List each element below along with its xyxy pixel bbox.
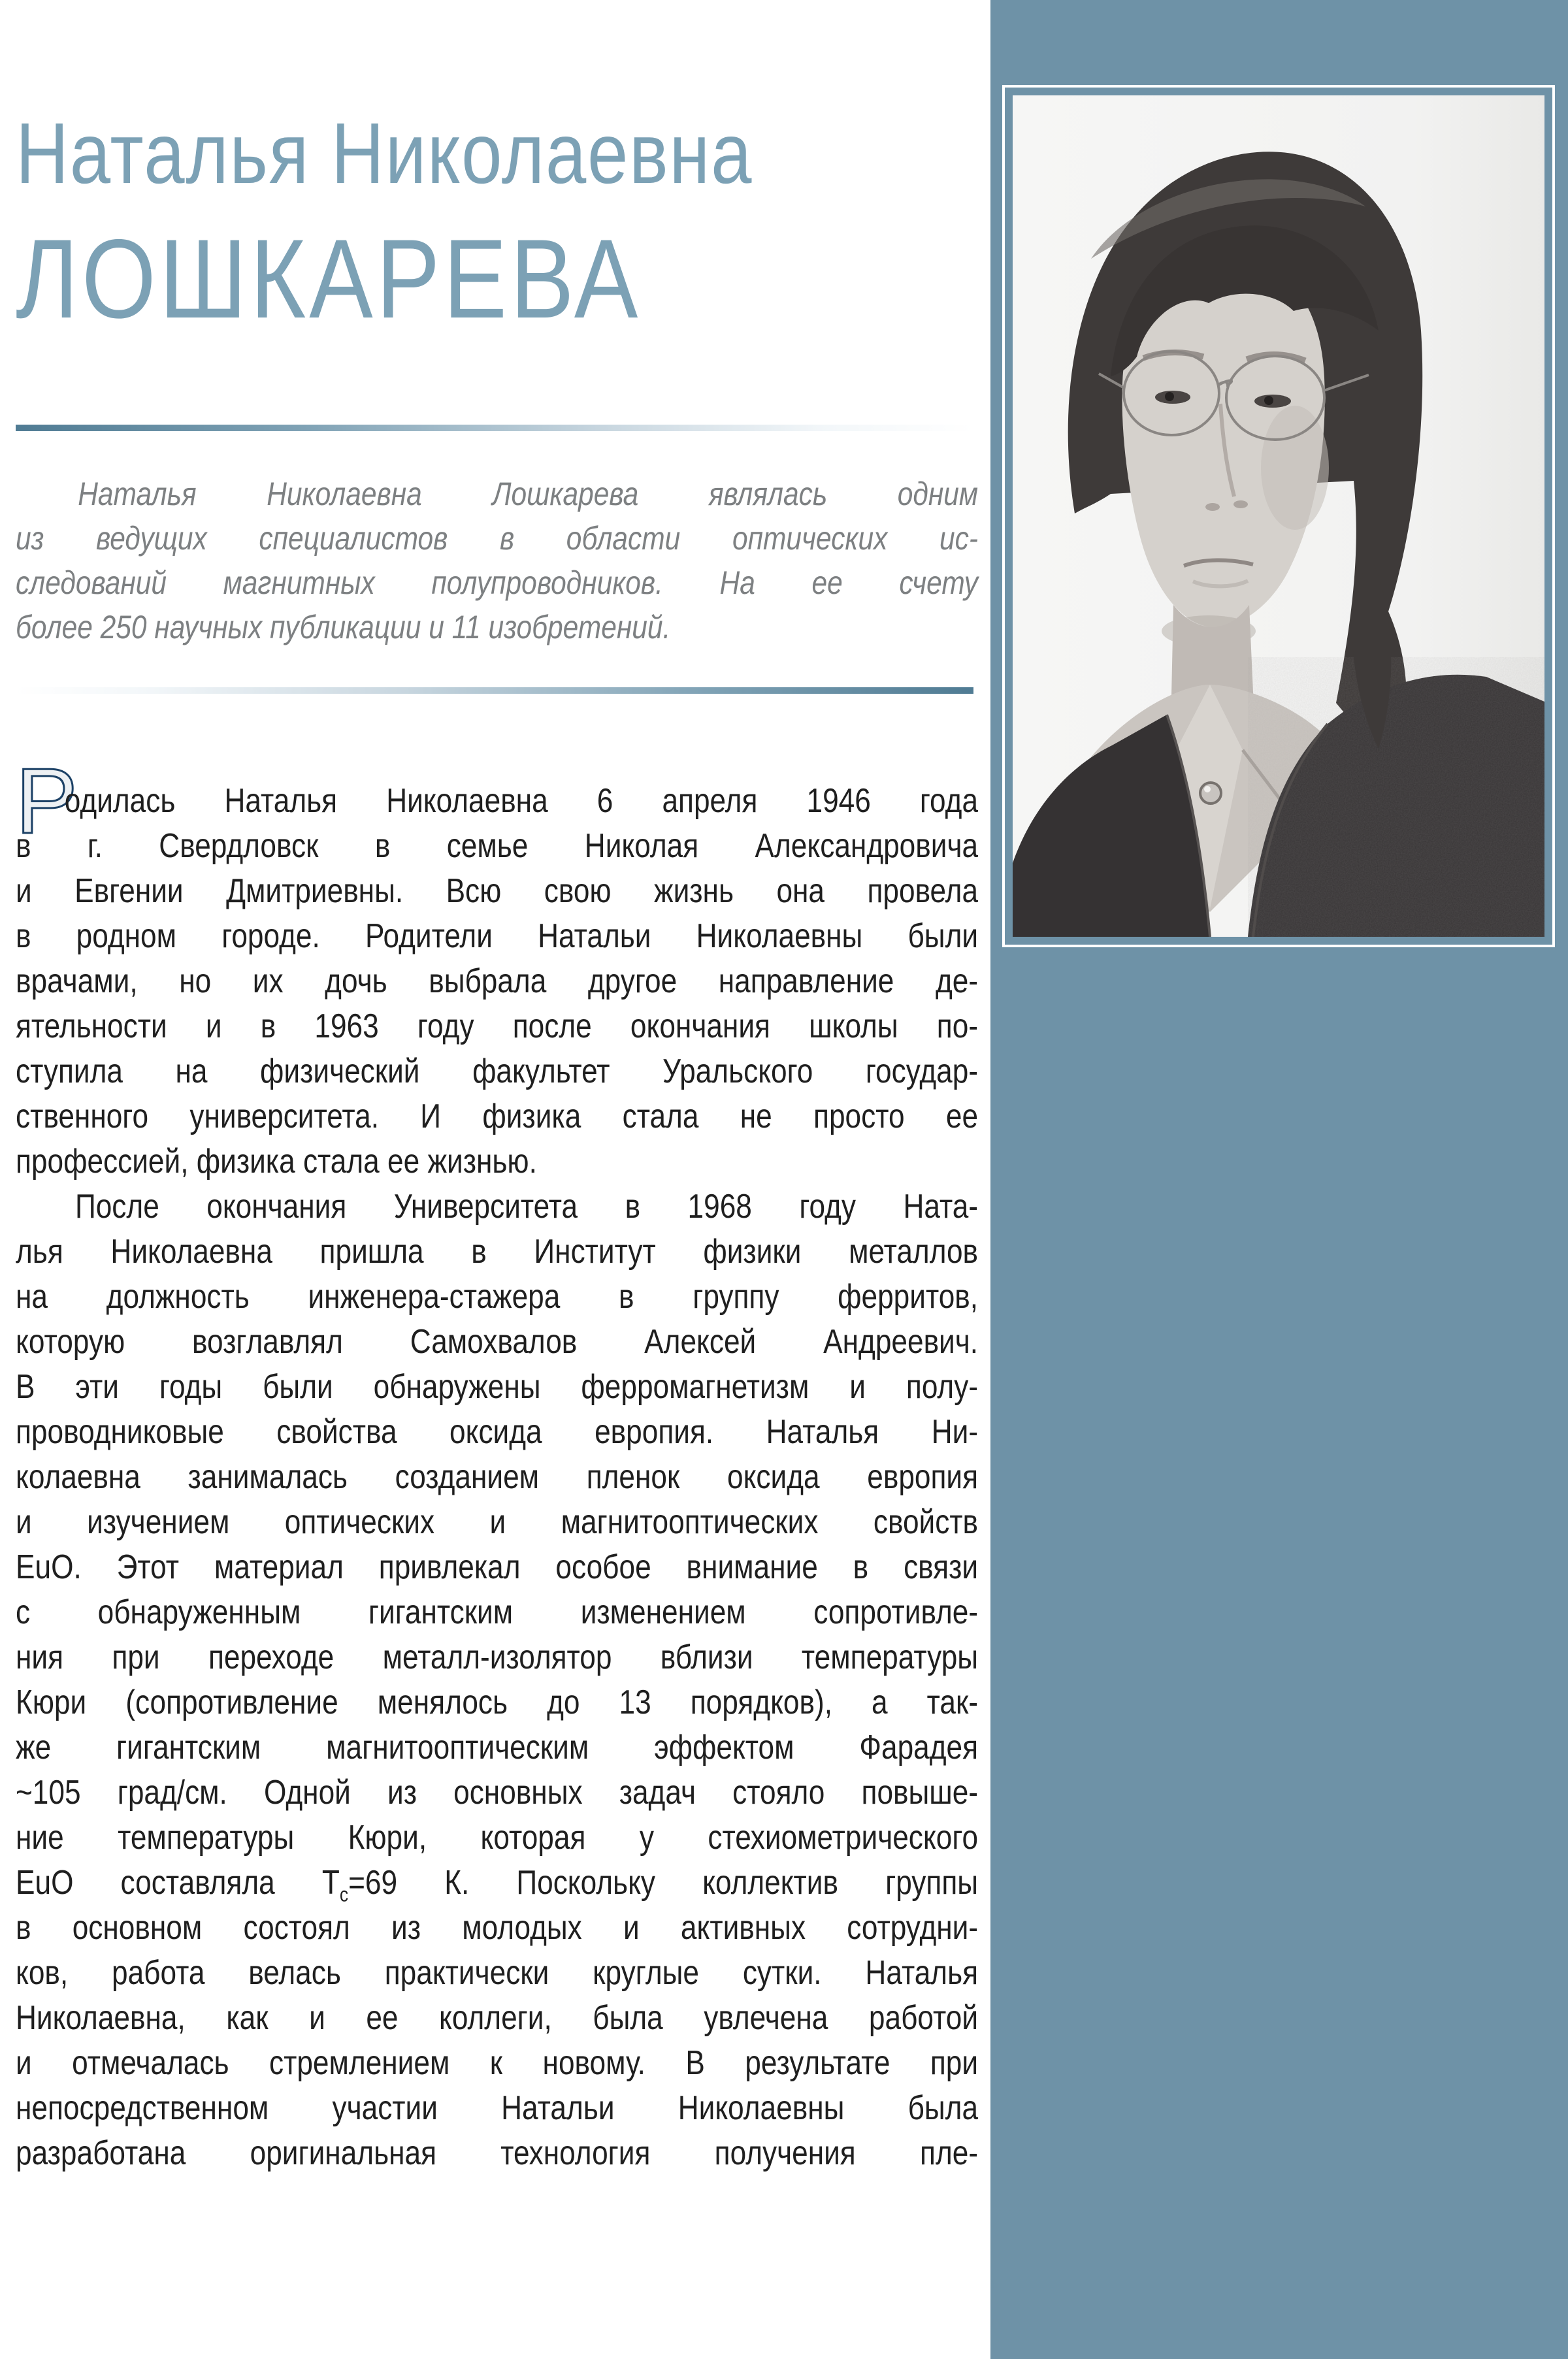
text-line: EuO. Этот материал привлекал особое внимание в связи: [16, 1548, 979, 1586]
text-line: колаевна занималась созданием пленок оксида европия: [16, 1458, 979, 1496]
text-line: лья Николаевна пришла в Институт физики металлов: [16, 1233, 979, 1271]
pupil-left: [1165, 392, 1174, 401]
text-line: ~105 град/см. Одной из основных задач стояло повыше-: [16, 1774, 979, 1812]
cheek-shading: [1261, 406, 1329, 530]
portrait-frame: [1002, 85, 1555, 947]
divider-top: [16, 425, 973, 431]
text-line: врачами, но их дочь выбрала другое направление де-: [16, 962, 979, 1000]
text-line: и отмечалась стремлением к новому. В результате при: [16, 2044, 979, 2082]
lede-block: [16, 472, 978, 649]
pupil-right: [1264, 396, 1273, 405]
text-line: непосредственном участии Натальи Николаевны была: [16, 2089, 979, 2127]
page-title-line1: Наталья Николаевна: [16, 105, 753, 201]
drop-cap: Р: [16, 749, 78, 853]
text-line: EuO составляла $Т_с=69$ К. Поскольку коллектив группы: [16, 1864, 979, 1906]
text-line: и Евгении Дмитриевны. Всю свою жизнь она провела: [16, 872, 979, 910]
jacket-texture: [1248, 657, 1544, 937]
page-title-surname: [16, 216, 978, 342]
text-line: из ведущих специалистов в области оптических ис-: [16, 520, 979, 557]
text-line: разработана оригинальная технология получения пле-: [16, 2134, 979, 2172]
text-line: ния при переходе металл-изолятор вблизи температуры: [16, 1638, 979, 1676]
portrait-photo: [1013, 95, 1544, 937]
text-line: ственного университета. И физика стала не просто ее: [16, 1098, 979, 1135]
text-line: После окончания Университета в 1968 году Ната-: [74, 1188, 979, 1226]
text-line: ние температуры Кюри, которая у стехиометрического: [16, 1819, 979, 1857]
text-line: и изучением оптических и магнитооптических свойств: [16, 1503, 979, 1541]
intro-paragraph: [16, 472, 978, 649]
text-column: [16, 0, 978, 2359]
text-line: профессией, физика стала ее жизнью.: [16, 1143, 537, 1180]
paragraph-1: [16, 779, 978, 1184]
text-line: более 250 научных публикации и 11 изобретений.: [16, 609, 671, 645]
brooch: [1200, 783, 1221, 804]
blue-column: [990, 0, 1568, 2359]
page-title-line2: ЛОШКАРЕВА: [16, 216, 642, 342]
text-line: которую возглавлял Самохвалов Алексей Андреевич.: [16, 1323, 979, 1361]
text-line: на должность инженера-стажера в группу ферритов,: [16, 1278, 979, 1316]
portrait-illustration: [1013, 95, 1544, 937]
text-line: Наталья Николаевна Лошкарева являлась одним: [78, 476, 979, 512]
text-line: следований магнитных полупроводников. На ее счету: [16, 564, 979, 601]
text-line: в г. Свердловск в семье Николая Александровича: [16, 827, 979, 865]
text-line: с обнаруженным гигантским изменением сопротивле-: [16, 1593, 979, 1631]
text-line: в родном городе. Родители Натальи Николаевны были: [16, 917, 979, 955]
text-line: Кюри (сопротивление менялось до 13 порядков), а так-: [16, 1684, 979, 1721]
brooch-glint: [1204, 786, 1211, 792]
paragraph-2: [16, 1184, 978, 2176]
body-text: [16, 779, 978, 2176]
page-title: [16, 105, 978, 201]
divider-bottom: [16, 687, 973, 694]
text-line: одилась Наталья Николаевна 6 апреля 1946 года: [64, 782, 979, 820]
text-line: же гигантским магнитооптическим эффектом Фарадея: [16, 1729, 979, 1766]
text-line: ятельности и в 1963 году после окончания школы по-: [16, 1007, 979, 1045]
text-line: ступила на физический факультет Уральского государ-: [16, 1052, 979, 1090]
text-line: проводниковые свойства оксида европия. Наталья Ни-: [16, 1413, 979, 1451]
text-line: ков, работа велась практически круглые сутки. Наталья: [16, 1954, 979, 1992]
nostril-right: [1233, 500, 1248, 508]
text-line: Николаевна, как и ее коллеги, была увлечена работой: [16, 1999, 979, 2037]
text-line: В эти годы были обнаружены ферромагнетизм и полу-: [16, 1368, 979, 1406]
nostril-left: [1205, 503, 1220, 511]
text-line: в основном состоял из молодых и активных сотрудни-: [16, 1909, 979, 1947]
